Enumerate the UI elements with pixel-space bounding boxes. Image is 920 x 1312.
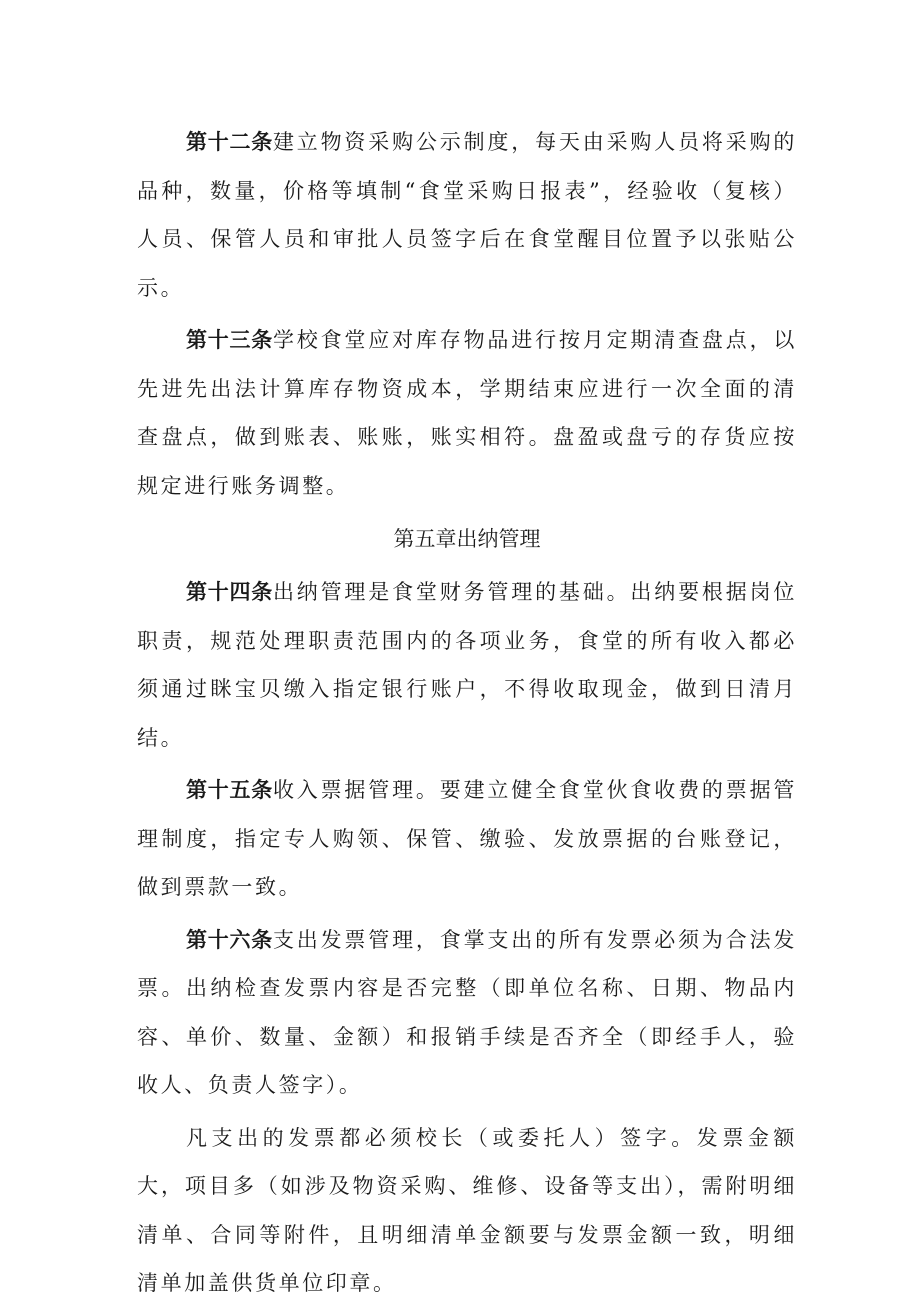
article-14-text: 出纳管理是食堂财务管理的基础。出纳要根据岗位职责，规范处理职责范围内的各项业务，食堂的所有收入都必须通过眯宝贝缴入指定银行账户，不得收取现金，做到日清月结。 xyxy=(137,580,798,750)
closing-paragraph: 凡支出的发票都必须校长（或委托人）签字。发票金额大，项目多（如涉及物资采购、维修、设备等支出），需附明细清单、合同等附件，且明细清单金额要与发票金额一致，明细清单加盖供货单位印章。 xyxy=(137,1125,797,1295)
article-15-text: 收入票据管理。要建立健全食堂伙食收费的票据管理制度，指定专人购领、保管、缴验、发放票据的台账登记，做到票款一致。 xyxy=(137,778,798,899)
chapter-heading: 第五章出纳管理 xyxy=(393,527,541,551)
article-15-number: 第十五条 xyxy=(186,778,273,802)
article-13-paragraph xyxy=(137,316,797,510)
article-16-text: 支出发票管理，食掌支出的所有发票必须为合法发票。出纳检查发票内容是否完整（即单位名称、日期、物品内容、单价、数量、金额）和报销手续是否齐全（即经手人，验收人、负责人签字）。 xyxy=(137,927,798,1097)
article-14-paragraph xyxy=(137,568,797,762)
document-body xyxy=(137,118,797,1312)
article-13-number: 第十三条 xyxy=(186,328,273,352)
article-13-text: 学校食堂应对库存物品进行按月定期清查盘点，以先进先出法计算库存物资成本，学期结束应进行一次全面的清查盘点，做到账表、账账，账实相符。盘盈或盘亏的存货应按规定进行账务调整。 xyxy=(137,328,798,498)
article-14-number: 第十四条 xyxy=(186,580,273,604)
article-16-number: 第十六条 xyxy=(186,927,273,952)
article-15-paragraph xyxy=(137,766,797,912)
article-12-number: 第十二条 xyxy=(186,130,273,154)
article-12-paragraph xyxy=(137,118,797,312)
article-16-paragraph xyxy=(137,916,797,1110)
article-12-text: 建立物资采购公示制度，每天由采购人员将采购的品种，数量，价格等填制“食堂采购日报表”，经验收（复核）人员、保管人员和审批人员签字后在食堂醒目位置予以张贴公示。 xyxy=(137,130,798,300)
